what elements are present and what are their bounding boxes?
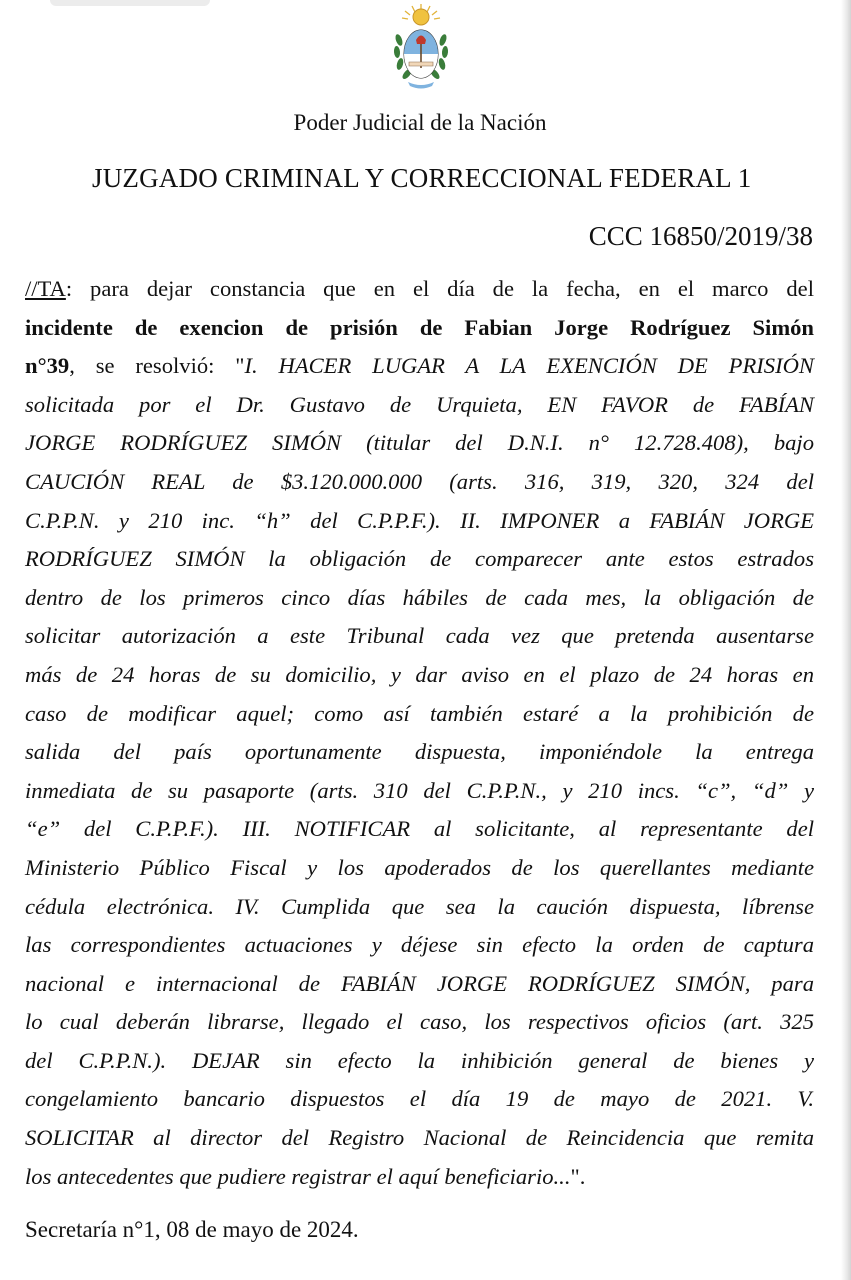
- page-edge-shadow: [841, 0, 851, 1280]
- text-line: JORGE RODRÍGUEZ SIMÓN (titular del D.N.I. n° 12.728.408), bajo: [25, 430, 814, 456]
- text-line: las correspondientes actuaciones y déjese sin efecto la orden de captura: [25, 932, 814, 958]
- text-line: //TA: para dejar constancia que en el día de la fecha, en el marco del: [25, 276, 814, 301]
- ta-mark: //TA: [25, 276, 66, 301]
- text-line: más de 24 horas de su domicilio, y dar aviso en el plazo de 24 horas en: [25, 661, 814, 687]
- text-line: nacional e internacional de FABIÁN JORGE RODRÍGUEZ SIMÓN, para: [25, 970, 814, 996]
- text-line: del C.P.P.N.). DEJAR sin efecto la inhibición general de bienes y: [25, 1047, 814, 1073]
- text-line: congelamiento bancario dispuestos el día 19 de mayo de 2021. V.: [25, 1086, 814, 1112]
- text-line: Ministerio Público Fiscal y los apoderados de los querellantes mediante: [25, 854, 814, 880]
- text-line: inmediata de su pasaporte (arts. 310 del C.P.P.N., y 210 incs. “c”, “d” y: [25, 777, 814, 803]
- text-line: caso de modificar aquel; como así también estaré a la prohibición de: [25, 700, 814, 726]
- text-line: solicitada por el Dr. Gustavo de Urquieta, EN FAVOR de FABÍAN: [25, 391, 814, 417]
- text-line: lo cual deberán librarse, llegado el caso, los respectivos oficios (art. 325: [25, 1009, 814, 1035]
- text-line: incidente de exencion de prisión de Fabian Jorge Rodríguez Simón: [25, 314, 814, 340]
- text-line: cédula electrónica. IV. Cumplida que sea la caución dispuesta, líbrense: [25, 893, 814, 919]
- text-line: “e” del C.P.P.F.). III. NOTIFICAR al solicitante, al representante del: [25, 816, 814, 842]
- text-line: solicitar autorización a este Tribunal cada vez que pretenda ausentarse: [25, 623, 814, 649]
- text-line: CAUCIÓN REAL de $3.120.000.000 (arts. 316, 319, 320, 324 del: [25, 468, 814, 494]
- national-coat-of-arms-icon: [388, 2, 454, 92]
- text-line: salida del país oportunamente dispuesta, imponiéndole la entrega: [25, 739, 814, 765]
- text-line: los antecedentes que pudiere registrar el aquí beneficiario...".: [25, 1163, 586, 1189]
- closing-date-line: Secretaría n°1, 08 de mayo de 2024.: [25, 1217, 359, 1242]
- text-line: SOLICITAR al director del Registro Nacional de Reincidencia que remita: [25, 1125, 814, 1151]
- institution-name: Poder Judicial de la Nación: [293, 110, 547, 135]
- resolution-text: [25, 270, 814, 1196]
- text-line: C.P.P.N. y 210 inc. “h” del C.P.P.F.). II. IMPONER a FABIÁN JORGE: [25, 507, 814, 533]
- case-number: CCC 16850/2019/38: [588, 221, 813, 251]
- text-line: RODRÍGUEZ SIMÓN la obligación de comparecer ante estos estrados: [25, 546, 814, 572]
- text-line: dentro de los primeros cinco días hábiles de cada mes, la obligación de: [25, 584, 814, 610]
- top-strip: [50, 0, 210, 6]
- court-name: JUZGADO CRIMINAL Y CORRECCIONAL FEDERAL 1: [92, 163, 752, 193]
- text-line: n°39, se resolvió: "I. HACER LUGAR A LA EXENCIÓN DE PRISIÓN: [25, 353, 814, 379]
